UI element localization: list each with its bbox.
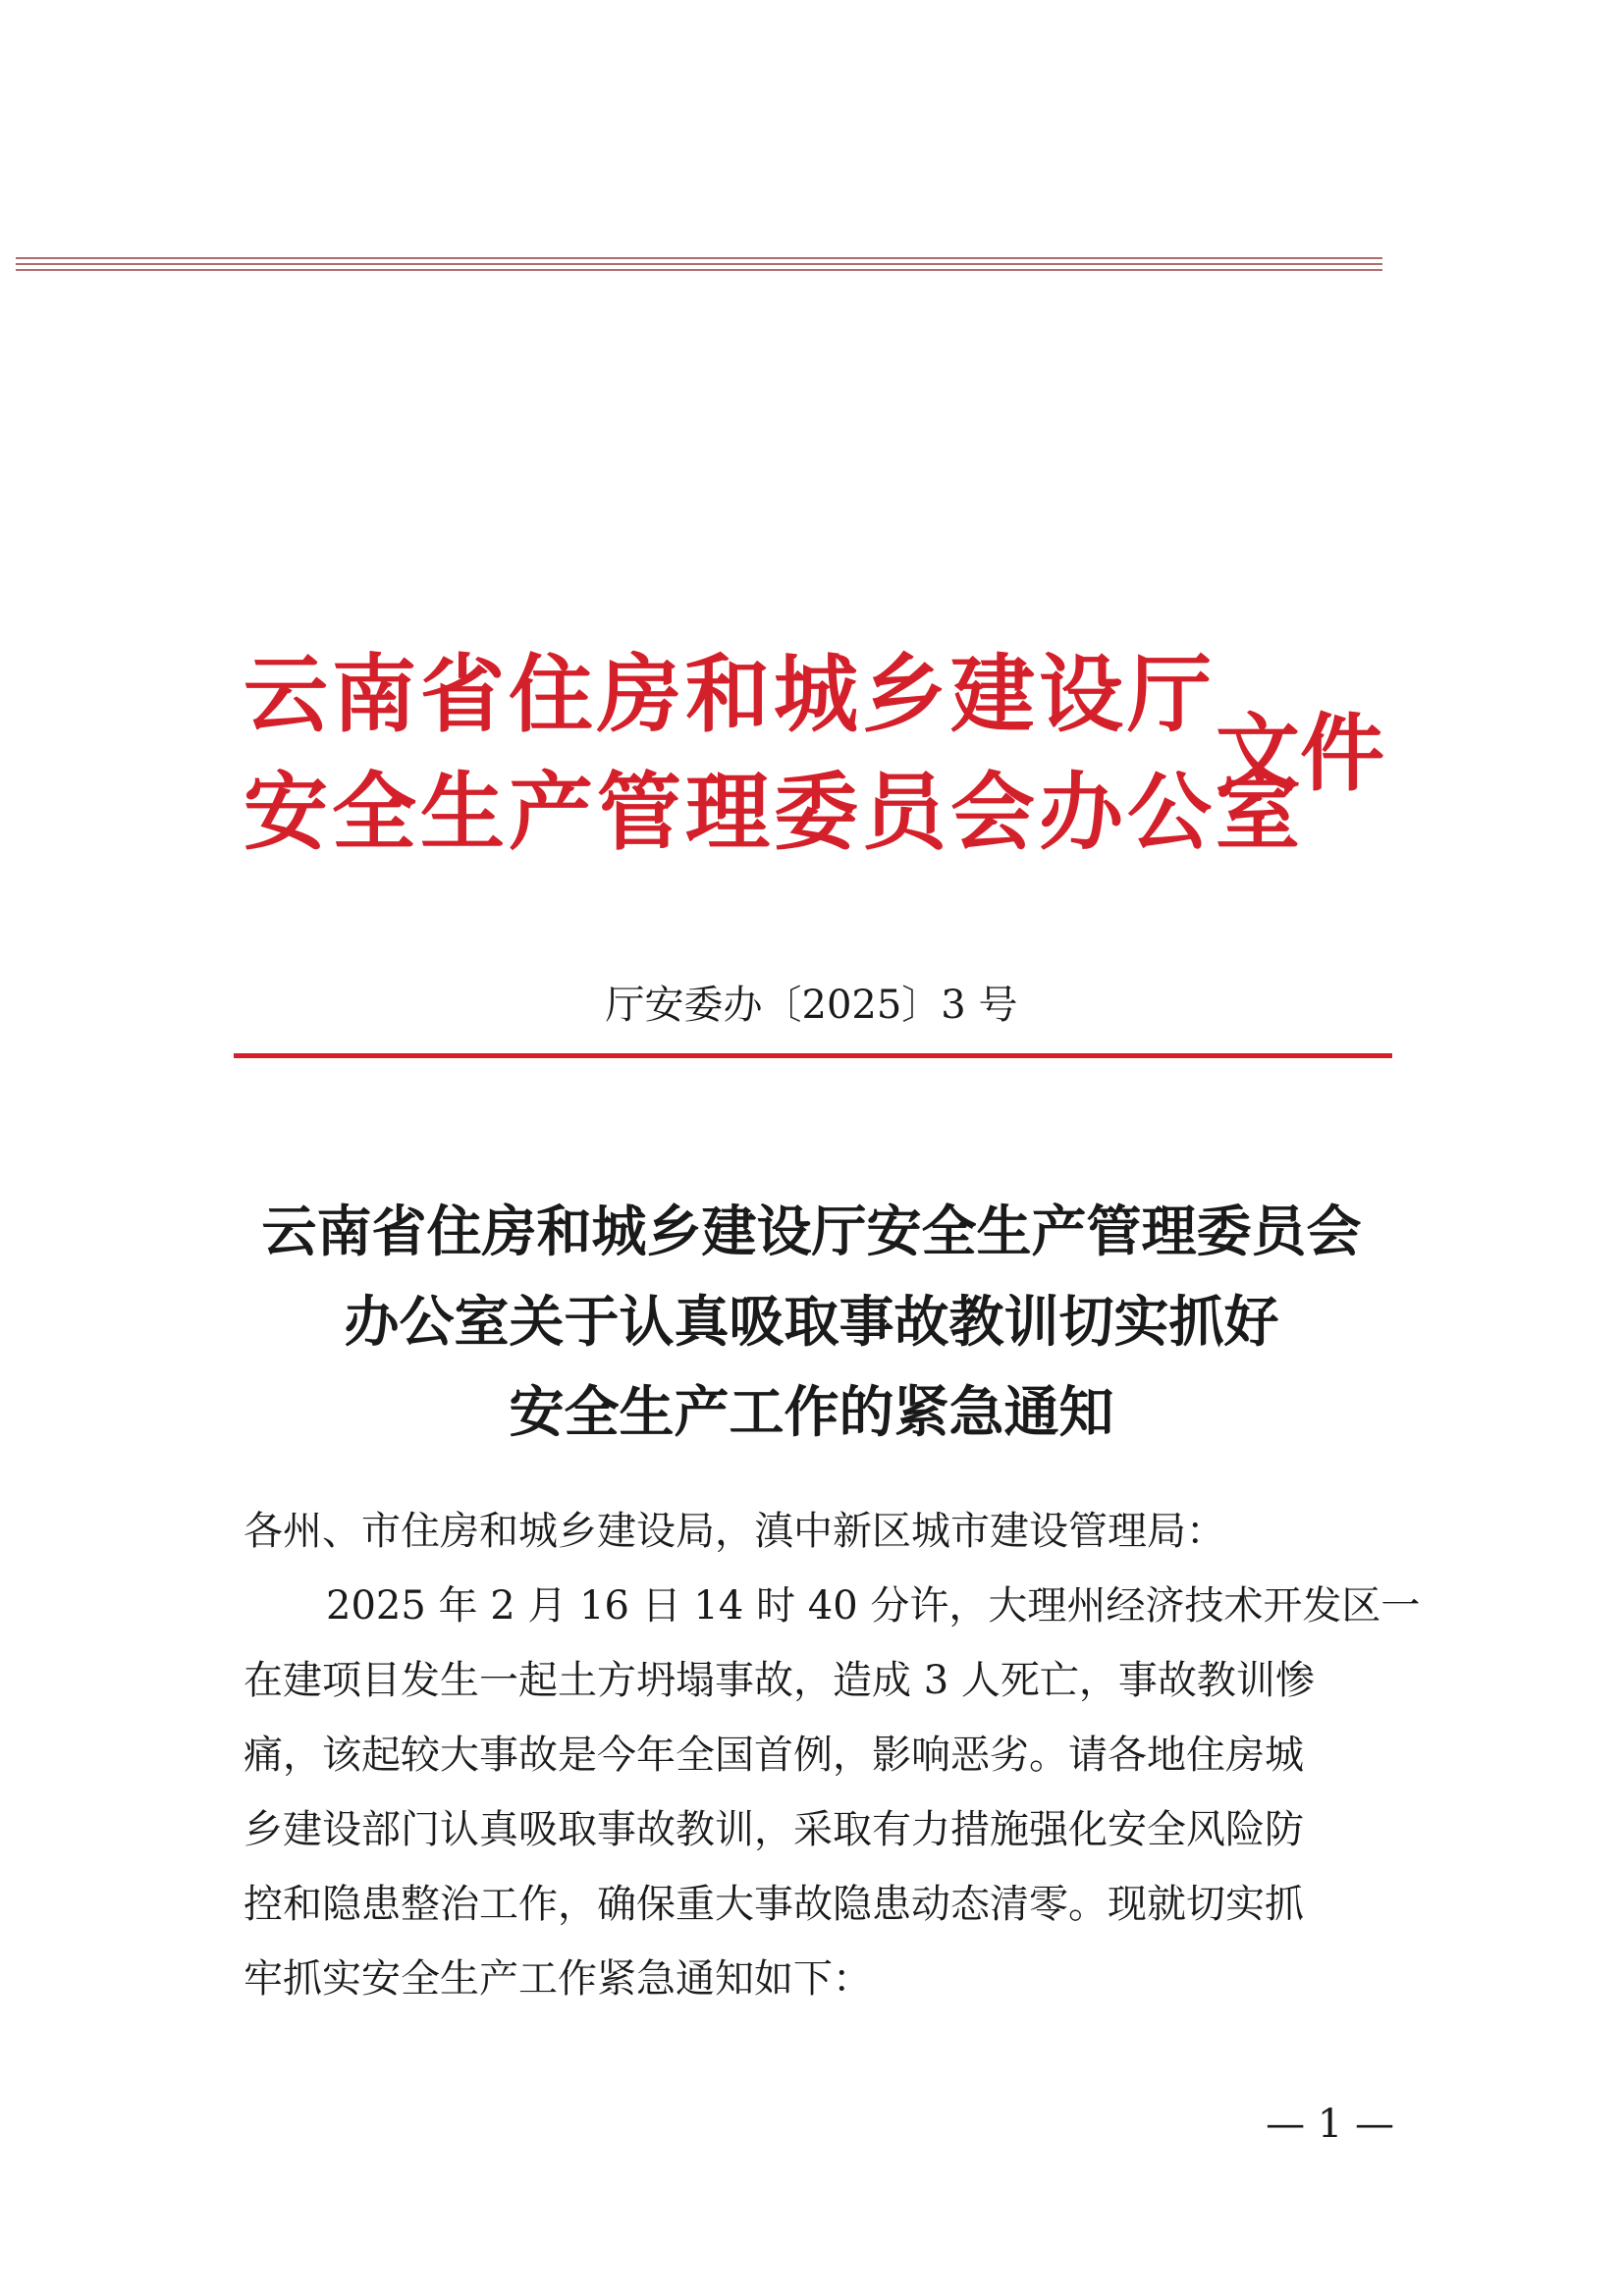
header-suffix: 文件	[1216, 704, 1384, 803]
top-rule-1	[16, 257, 1382, 259]
title-line-1: 云南省住房和城乡建设厅安全生产管理委员会	[261, 1201, 1362, 1264]
salutation: 各州、市住房和城乡建设局，滇中新区城市建设管理局：	[243, 1509, 1225, 1554]
red-separator-rule	[234, 1053, 1392, 1058]
header-issuer-line-2: 安全生产管理委员会办公室	[243, 763, 1304, 862]
body-line-6: 牢抓实安全生产工作紧急通知如下：	[243, 1956, 872, 2002]
document-header	[243, 638, 1392, 874]
top-rule-3	[16, 269, 1382, 271]
body-line-3: 痛，该起较大事故是今年全国首例，影响恶劣。请各地住房城	[243, 1733, 1304, 1778]
body-line-1: 2025 年 2 月 16 日 14 时 40 分许，大理州经济技术开发区一	[326, 1583, 1421, 1629]
body-line-5: 控和隐患整治工作，确保重大事故隐患动态清零。现就切实抓	[243, 1882, 1304, 1927]
title-line-3: 安全生产工作的紧急通知	[509, 1381, 1114, 1445]
top-rule-2	[16, 263, 1382, 265]
body-line-4: 乡建设部门认真吸取事故教训，采取有力措施强化安全风险防	[243, 1807, 1304, 1852]
document-title	[196, 1188, 1427, 1459]
page-number: — 1 —	[1266, 2102, 1394, 2147]
header-issuer-line-1: 云南省住房和城乡建设厅	[243, 645, 1216, 744]
title-line-2: 办公室关于认真吸取事故教训切实抓好	[344, 1291, 1279, 1355]
document-number: 厅安委办〔2025〕3 号	[605, 983, 1018, 1028]
body-line-2: 在建项目发生一起土方坍塌事故，造成 3 人死亡，事故教训惨	[243, 1658, 1315, 1703]
document-body	[243, 1494, 1421, 2016]
